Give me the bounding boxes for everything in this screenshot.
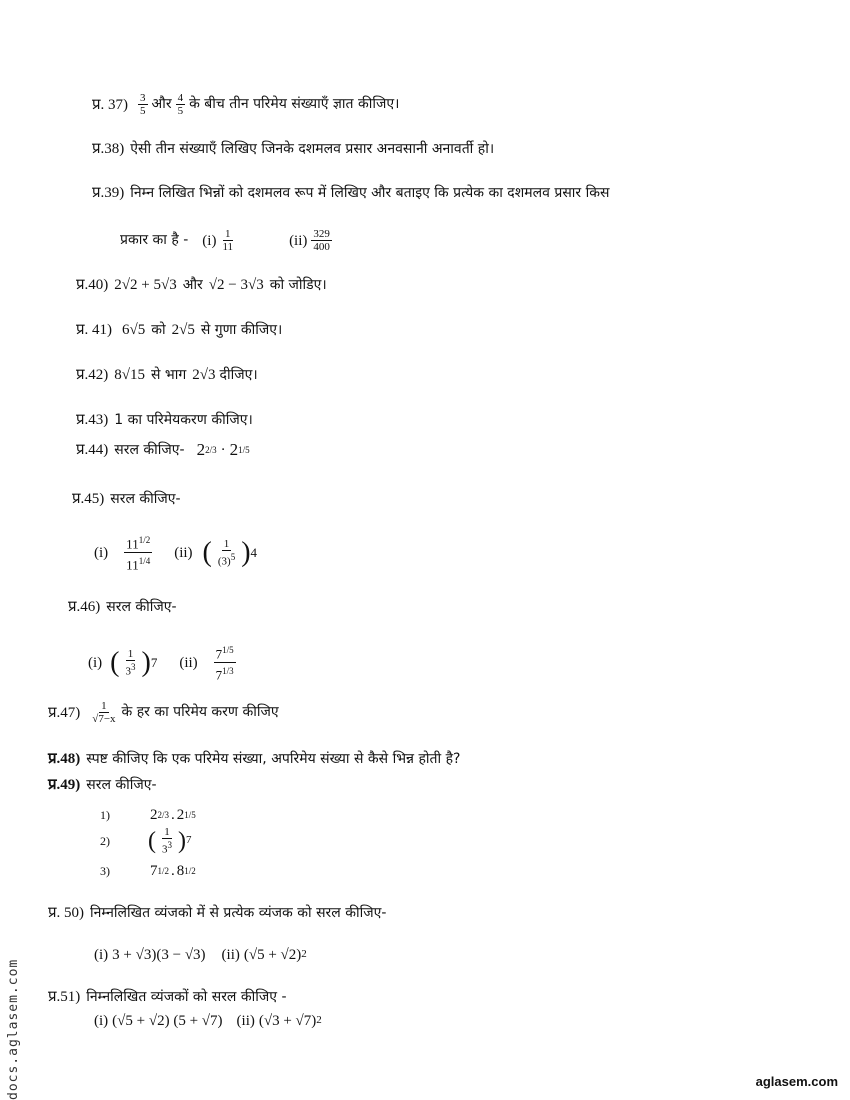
exponent: 2 <box>316 1014 322 1027</box>
question-50-parts <box>94 946 307 964</box>
fraction: $\frac{1}{3^3}$ <box>125 648 136 678</box>
option-label: (ii) <box>179 654 198 671</box>
question-number: प्र.45) <box>72 491 105 507</box>
question-42 <box>76 366 258 384</box>
conjunction: और <box>182 276 203 293</box>
base: 2 <box>196 440 206 459</box>
option-label: (ii) <box>289 232 308 249</box>
question-number: प्र.39) <box>92 185 125 201</box>
question-text: निम्नलिखित व्यंजको में से प्रत्येक व्यंजक को सरल कीजिए- <box>90 904 387 921</box>
question-number: प्र.46) <box>68 599 101 615</box>
question-text: के हर का परिमेय करण कीजिए <box>121 704 279 721</box>
question-text: निम्न लिखित भिन्नों को दशमलव रूप में लिखिए और बताइए कि प्रत्येक का दशमलव प्रसार किस <box>130 184 610 201</box>
question-49-item-2: 2) ( $\frac{1}{3^3}$ ) 7 <box>100 826 192 856</box>
expression: 3 + √3)(3 − √3) <box>112 947 206 963</box>
option-label: (ii) <box>221 947 240 963</box>
footer-brand[interactable]: aglasem.com <box>755 1074 838 1089</box>
option-label: (i) <box>202 232 217 249</box>
question-44 <box>76 440 250 460</box>
item-label: 1) <box>100 807 110 822</box>
base: 7 <box>150 863 158 879</box>
question-46 <box>68 598 177 616</box>
expression: (√5 + √2) (5 + √7) <box>112 1013 223 1029</box>
expression: 2√3 <box>192 367 216 383</box>
fraction: $\frac{329}{400}$ <box>313 228 330 253</box>
question-41 <box>76 321 282 339</box>
option-label: (i) <box>94 1013 109 1029</box>
question-49 <box>48 776 157 794</box>
exponent: 4 <box>250 545 258 561</box>
option-label: (i) <box>94 544 109 561</box>
question-text: को <box>151 321 166 338</box>
exponent: 2/3 <box>205 444 217 455</box>
question-number: प्र.43) <box>76 412 109 428</box>
question-number: प्र.48) <box>48 751 81 767</box>
fraction: $\frac{1}{(3)^5}$ <box>217 538 236 568</box>
question-number: प्र.40) <box>76 277 109 293</box>
expression: √2 − 3√3 <box>208 277 264 293</box>
question-39 <box>92 184 609 202</box>
question-number: प्र.49) <box>48 777 81 793</box>
option-label: (i) <box>94 947 109 963</box>
question-51-parts <box>94 1012 322 1030</box>
expression: (√5 + √2) <box>243 947 302 963</box>
question-text: दीजिए। <box>219 366 258 383</box>
question-text: के बीच तीन परिमेय संख्याएँ ज्ञात कीजिए। <box>189 96 400 113</box>
question-number: प्र.47) <box>48 704 81 721</box>
question-48 <box>48 750 460 768</box>
question-37 <box>92 92 399 117</box>
question-46-parts: (i) ( $\frac{1}{3^3}$ ) 7 (ii) $\frac{7^{1/5}}{7^{1/3}}$ <box>88 642 240 684</box>
question-43 <box>76 411 253 429</box>
question-38 <box>92 140 494 158</box>
question-49-item-3 <box>100 862 196 880</box>
question-45 <box>72 490 181 508</box>
expression: 2√5 <box>171 322 195 338</box>
base: 2 <box>150 807 158 823</box>
expression: (√3 + √7) <box>258 1013 317 1029</box>
question-49-item-1 <box>100 806 196 824</box>
operator: . <box>171 863 175 879</box>
exponent: 1/2 <box>184 865 196 876</box>
item-label: 2) <box>100 833 110 848</box>
fraction: $\frac{4}{5}$ <box>177 92 184 117</box>
question-text: निम्नलिखित व्यंजकों को सरल कीजिए - <box>86 988 287 1005</box>
base: 2 <box>176 807 185 823</box>
exponent: 1/5 <box>184 809 196 820</box>
question-number: प्र. 50) <box>48 905 85 921</box>
exponent: 1/2 <box>157 865 170 876</box>
question-text: स्पष्ट कीजिए कि एक परिमेय संख्या, अपरिमेय संख्या से कैसे भिन्न होती है? <box>86 750 461 767</box>
question-number: प्र. 37) <box>92 96 129 113</box>
question-number: प्र. 41) <box>76 322 113 338</box>
expression: 2√2 + 5√3 <box>114 277 177 293</box>
conjunction: और <box>151 96 172 113</box>
fraction: $\frac{3}{5}$ <box>140 92 146 117</box>
question-text: सरल कीजिए- <box>106 598 177 615</box>
question-text: से भाग <box>151 366 187 383</box>
item-label: 3) <box>100 863 110 878</box>
exponent: 2 <box>301 948 307 961</box>
operator: . <box>171 807 175 823</box>
question-number: प्र.44) <box>76 442 109 459</box>
base: 2 <box>229 440 239 459</box>
question-text: सरल कीजिए- <box>110 490 181 507</box>
question-text: सरल कीजिए- <box>86 776 157 793</box>
question-50 <box>48 904 386 922</box>
question-text: से गुणा कीजिए। <box>200 321 283 338</box>
fraction: $\frac{1}{√7-x}$ <box>92 700 116 725</box>
question-text: ऐसी तीन संख्याएँ लिखिए जिनके दशमलव प्रसार अनवसानी अनावर्ती हो। <box>130 140 495 157</box>
side-watermark: docs.aglasem.com <box>6 958 21 1100</box>
question-number: प्र.51) <box>48 989 81 1005</box>
question-number: प्र.42) <box>76 367 109 383</box>
question-number: प्र.38) <box>92 141 125 157</box>
fraction: $\frac{1}{3^3}$ <box>162 826 172 856</box>
question-47 <box>48 700 279 725</box>
fraction: $\frac{1}{11}$ <box>222 228 234 253</box>
exponent: 7 <box>150 655 158 671</box>
question-text: प्रकार का है - <box>120 232 189 249</box>
question-39-cont <box>120 228 336 253</box>
base: 8 <box>176 863 185 879</box>
exponent: 1/5 <box>238 444 250 455</box>
question-text: 1 का परिमेयकरण कीजिए। <box>114 411 253 428</box>
fraction: $\frac{7^{1/5}}{7^{1/3}}$ <box>214 642 236 684</box>
exponent: 2/3 <box>157 809 170 820</box>
expression: 6√5 <box>122 322 146 338</box>
question-45-parts: (i) $\frac{11^{1/2}}{11^{1/4}}$ (ii) ( $\frac{1}{(3)^5}$ ) 4 <box>94 532 257 574</box>
question-text: को जोडिए। <box>269 276 327 293</box>
question-40 <box>76 276 327 294</box>
operator: · <box>220 442 226 459</box>
fraction: $\frac{11^{1/2}}{11^{1/4}}$ <box>124 532 152 574</box>
option-label: (ii) <box>174 544 193 561</box>
exponent: 7 <box>186 834 192 847</box>
option-label: (ii) <box>236 1013 255 1029</box>
expression: 8√15 <box>114 367 146 383</box>
option-label: (i) <box>88 654 103 671</box>
question-text: सरल कीजिए- <box>114 441 185 458</box>
question-51 <box>48 988 287 1006</box>
